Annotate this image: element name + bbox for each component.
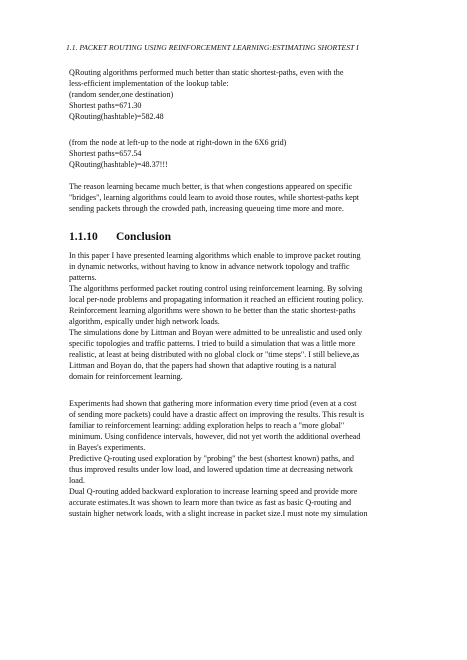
experiments-paragraph — [69, 398, 444, 519]
results-block-random-sender — [69, 67, 444, 122]
section-title: Conclusion — [116, 231, 171, 243]
text-line: in dynamic networks, without having to know in advance network topology and traffic — [69, 262, 350, 271]
conclusion-paragraph — [69, 250, 444, 382]
text-line: "bridges", learning algorithms could learn to avoid those routes, while shortest-paths kept — [69, 193, 360, 202]
text-line: Predictive Q-routing used exploration by "probing" the best (shortest known) paths, and — [69, 454, 354, 463]
text-line: Shortest paths=657.54 — [69, 149, 142, 158]
text-line: minimum. Using confidence intervals, however, did not yet worth the additional overhead — [69, 432, 361, 441]
text-line: The algorithms performed packet routing control using reinforcement learning. By solving — [69, 284, 363, 293]
text-line: In this paper I have presented learning algorithms which enable to improve packet routing — [69, 251, 361, 260]
text-line: less-efficient implementation of the lookup table: — [69, 79, 229, 88]
text-line: accurate estimates.It was shown to learn more than twice as fast as basic Q-routing and — [69, 498, 352, 507]
text-line: QRouting algorithms performed much better than static shortest-paths, even with the — [69, 68, 344, 77]
running-head: 1.1. PACKET ROUTING USING REINFORCEMENT LEARNING:ESTIMATING SHORTEST I — [66, 43, 359, 52]
reason-paragraph — [69, 181, 444, 214]
text-line: of sending more packets) could have a drastic affect on improving the results. This result is — [69, 410, 365, 419]
text-line: load. — [69, 476, 85, 485]
text-line: Shortest paths=671.30 — [69, 101, 142, 110]
text-line: Dual Q-routing added backward exploration to increase learning speed and provide more — [69, 487, 358, 496]
text-line: specific topologies and traffic patterns. I tried to build a simulation that was a little more — [69, 339, 356, 348]
text-line: The reason learning became much better, is that when congestions appeared on specific — [69, 182, 353, 191]
text-line: (random sender,one destination) — [69, 90, 174, 99]
text-line: realistic, at least at being distributed with no global clock or "time steps". I still believe,as — [69, 350, 360, 359]
text-line: in Bayes's experiments. — [69, 443, 146, 452]
text-line: Experiments had shown that gathering more information every time priod (even at a cost — [69, 399, 357, 408]
text-line: (from the node at left-up to the node at right-down in the 6X6 grid) — [69, 138, 287, 147]
text-line: Reinforcement learning algorithms were shown to be better than the static shortest-paths — [69, 306, 356, 315]
section-heading — [69, 230, 171, 244]
section-number: 1.1.10 — [69, 231, 98, 243]
text-line: sending packets through the crowded path, increasing queueing time more and more. — [69, 204, 344, 213]
text-line: algorithm, espically under high network loads. — [69, 317, 220, 326]
results-block-grid-corner — [69, 137, 444, 170]
text-line: Littman and Boyan do, that the papers had shown that adaptive routing is a natural — [69, 361, 337, 370]
text-line: domain for reinforcement learning. — [69, 372, 183, 381]
text-line: patterns. — [69, 273, 97, 282]
text-line: QRouting(hashtable)=48.37!!! — [69, 160, 168, 169]
text-line: local per-node problems and propagating information it reached an efficient routing policy. — [69, 295, 364, 304]
text-line: thus improved results under low load, and lowered updation time at decreasing network — [69, 465, 353, 474]
text-line: QRouting(hashtable)=582.48 — [69, 112, 164, 121]
text-line: sustain higher network loads, with a slight increase in packet size.I must note my simulation — [69, 509, 368, 518]
text-line: The simulations done by Littman and Boyan were admitted to be unrealistic and used only — [69, 328, 363, 337]
text-line: familiar to reinforcement learning: adding exploration helps to reach a "more global" — [69, 421, 345, 430]
